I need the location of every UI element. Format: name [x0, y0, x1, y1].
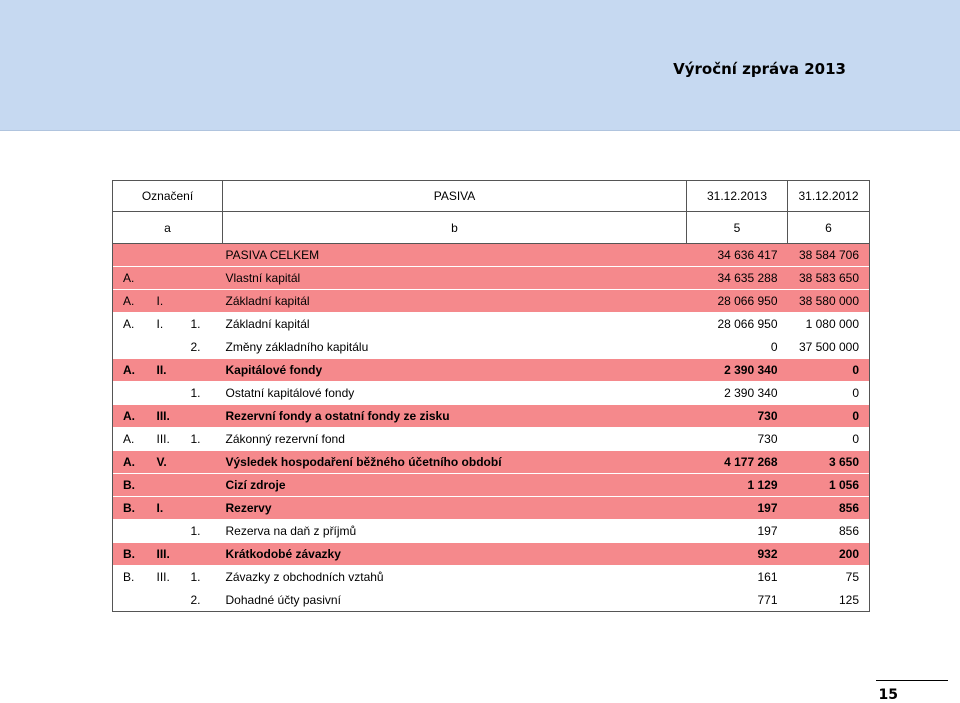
row-name: Cizí zdroje [223, 474, 687, 497]
row-name: Závazky z obchodních vztahů [223, 566, 687, 589]
row-value-2012: 856 [788, 497, 870, 520]
row-value-2013: 0 [687, 336, 788, 359]
table-row [113, 566, 870, 589]
row-value-2012: 856 [788, 520, 870, 543]
row-value-2013: 34 636 417 [687, 244, 788, 267]
row-name: Kapitálové fondy [223, 359, 687, 382]
row-value-2013: 771 [687, 589, 788, 612]
row-mark-1: A. [113, 267, 147, 290]
row-mark-3: 1. [181, 313, 223, 336]
row-mark-2: V. [147, 451, 181, 474]
row-mark-2: I. [147, 313, 181, 336]
subheader-5: 5 [687, 212, 788, 244]
row-value-2012: 38 580 000 [788, 290, 870, 313]
header-2012: 31.12.2012 [788, 181, 870, 212]
row-name: Dohadné účty pasivní [223, 589, 687, 612]
page-number-label: 15 [878, 687, 898, 703]
row-mark-1: A. [113, 428, 147, 451]
row-mark-3 [181, 290, 223, 313]
table-body [113, 244, 870, 612]
row-name: Základní kapitál [223, 290, 687, 313]
page-number [876, 680, 948, 703]
row-mark-3 [181, 474, 223, 497]
row-name: Vlastní kapitál [223, 267, 687, 290]
row-mark-3: 1. [181, 382, 223, 405]
row-mark-2 [147, 267, 181, 290]
row-mark-3: 2. [181, 336, 223, 359]
row-mark-2 [147, 336, 181, 359]
balance-sheet-table-container [112, 180, 870, 612]
row-name: PASIVA CELKEM [223, 244, 687, 267]
table-row [113, 451, 870, 474]
table-row [113, 313, 870, 336]
row-value-2012: 75 [788, 566, 870, 589]
table-row [113, 382, 870, 405]
row-mark-2: I. [147, 497, 181, 520]
row-mark-3 [181, 451, 223, 474]
row-value-2012: 37 500 000 [788, 336, 870, 359]
row-mark-2: III. [147, 566, 181, 589]
row-value-2012: 0 [788, 382, 870, 405]
row-value-2012: 200 [788, 543, 870, 566]
row-value-2013: 197 [687, 520, 788, 543]
balance-sheet-table [112, 180, 870, 612]
row-value-2013: 2 390 340 [687, 382, 788, 405]
table-header-row [113, 181, 870, 212]
row-name: Krátkodobé závazky [223, 543, 687, 566]
header-pasiva: PASIVA [223, 181, 687, 212]
row-mark-1: B. [113, 543, 147, 566]
table-row [113, 428, 870, 451]
row-name: Základní kapitál [223, 313, 687, 336]
table-row [113, 520, 870, 543]
header-band [0, 0, 960, 131]
row-mark-1: A. [113, 405, 147, 428]
row-mark-1: A. [113, 313, 147, 336]
table-row [113, 474, 870, 497]
row-mark-3: 2. [181, 589, 223, 612]
row-mark-3: 1. [181, 566, 223, 589]
row-value-2012: 0 [788, 359, 870, 382]
row-value-2013: 28 066 950 [687, 290, 788, 313]
table-row [113, 497, 870, 520]
row-mark-1 [113, 336, 147, 359]
row-value-2013: 34 635 288 [687, 267, 788, 290]
row-mark-1 [113, 244, 147, 267]
row-value-2012: 38 583 650 [788, 267, 870, 290]
row-value-2012: 1 080 000 [788, 313, 870, 336]
table-row [113, 543, 870, 566]
row-value-2013: 932 [687, 543, 788, 566]
table-row [113, 336, 870, 359]
row-mark-1: A. [113, 451, 147, 474]
header-oznaceni: Označení [113, 181, 223, 212]
row-value-2012: 3 650 [788, 451, 870, 474]
row-mark-3 [181, 543, 223, 566]
row-mark-3 [181, 244, 223, 267]
row-mark-2 [147, 520, 181, 543]
header-2013: 31.12.2013 [687, 181, 788, 212]
row-mark-1: B. [113, 566, 147, 589]
row-value-2012: 0 [788, 405, 870, 428]
table-row [113, 267, 870, 290]
row-value-2013: 730 [687, 405, 788, 428]
row-mark-2 [147, 382, 181, 405]
row-value-2013: 1 129 [687, 474, 788, 497]
row-name: Rezerva na daň z příjmů [223, 520, 687, 543]
row-mark-1: A. [113, 359, 147, 382]
row-mark-3 [181, 405, 223, 428]
row-value-2012: 0 [788, 428, 870, 451]
row-value-2012: 125 [788, 589, 870, 612]
row-mark-1: A. [113, 290, 147, 313]
table-row [113, 359, 870, 382]
row-mark-3 [181, 267, 223, 290]
table-subheader-row [113, 212, 870, 244]
row-mark-1 [113, 520, 147, 543]
row-mark-2: III. [147, 405, 181, 428]
table-row [113, 244, 870, 267]
report-title: Výroční zpráva 2013 [673, 60, 846, 78]
row-value-2013: 197 [687, 497, 788, 520]
row-mark-3: 1. [181, 428, 223, 451]
row-mark-1: B. [113, 474, 147, 497]
row-name: Výsledek hospodaření běžného účetního období [223, 451, 687, 474]
row-mark-1 [113, 589, 147, 612]
row-mark-3 [181, 497, 223, 520]
row-name: Změny základního kapitálu [223, 336, 687, 359]
row-value-2012: 1 056 [788, 474, 870, 497]
subheader-6: 6 [788, 212, 870, 244]
subheader-b: b [223, 212, 687, 244]
row-value-2013: 4 177 268 [687, 451, 788, 474]
row-value-2013: 28 066 950 [687, 313, 788, 336]
row-mark-2: III. [147, 543, 181, 566]
row-mark-2 [147, 589, 181, 612]
row-name: Ostatní kapitálové fondy [223, 382, 687, 405]
table-row [113, 290, 870, 313]
row-name: Zákonný rezervní fond [223, 428, 687, 451]
row-mark-3 [181, 359, 223, 382]
row-name: Rezervní fondy a ostatní fondy ze zisku [223, 405, 687, 428]
row-value-2013: 730 [687, 428, 788, 451]
subheader-a: a [113, 212, 223, 244]
row-mark-3: 1. [181, 520, 223, 543]
row-value-2013: 2 390 340 [687, 359, 788, 382]
table-row [113, 405, 870, 428]
row-mark-1: B. [113, 497, 147, 520]
row-mark-2: I. [147, 290, 181, 313]
row-value-2013: 161 [687, 566, 788, 589]
table-row [113, 589, 870, 612]
row-mark-2 [147, 474, 181, 497]
row-mark-1 [113, 382, 147, 405]
row-mark-2: II. [147, 359, 181, 382]
row-mark-2 [147, 244, 181, 267]
row-name: Rezervy [223, 497, 687, 520]
row-mark-2: III. [147, 428, 181, 451]
row-value-2012: 38 584 706 [788, 244, 870, 267]
